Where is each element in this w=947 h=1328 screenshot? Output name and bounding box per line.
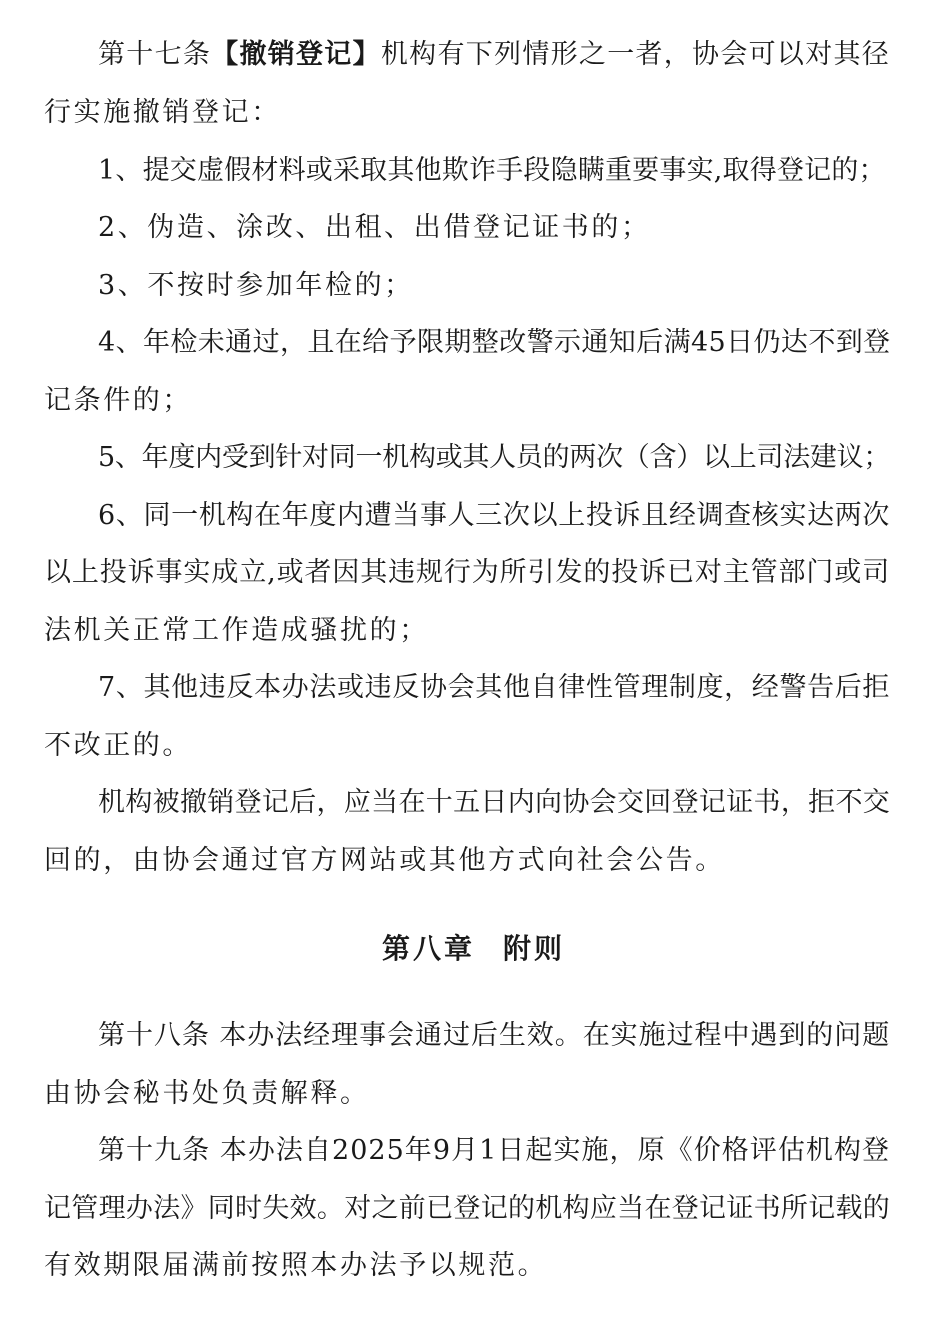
article-17-item-6-cont-1: 以上投诉事实成立,或者因其违规行为所引发的投诉已对主管部门或司	[44, 557, 890, 588]
article-17-heading	[98, 38, 890, 72]
article-18: 第十八条 本办法经理事会通过后生效。在实施过程中遇到的问题	[98, 1020, 890, 1051]
article-17-intro: 机构有下列情形之一者，协会可以对其径	[380, 39, 890, 70]
article-17-title: 【撤销登记】	[211, 39, 381, 70]
article-17-item-2: 2、伪造、涂改、出租、出借登记证书的；	[98, 212, 651, 243]
chapter-heading	[0, 931, 947, 967]
article-17-item-6: 6、同一机构在年度内遭当事人三次以上投诉且经调查核实达两次	[98, 500, 890, 531]
article-17-closing: 机构被撤销登记后，应当在十五日内向协会交回登记证书，拒不交	[98, 787, 890, 818]
article-17-item-7-cont: 不改正的。	[44, 730, 192, 761]
article-17-closing-cont: 回的，由协会通过官方网站或其他方式向社会公告。	[44, 845, 725, 876]
article-17-item-3: 3、不按时参加年检的；	[98, 270, 414, 301]
article-17-item-4: 4、年检未通过，且在给予限期整改警示通知后满45日仍达不到登	[98, 327, 891, 358]
article-18-cont: 由协会秘书处负责解释。	[44, 1078, 370, 1109]
article-19: 第十九条 本办法自2025年9月1日起实施，原《价格评估机构登	[98, 1135, 890, 1166]
article-17-item-7: 7、其他违反本办法或违反协会其他自律性管理制度，经警告后拒	[98, 672, 890, 703]
article-17-item-5: 5、年度内受到针对同一机构或其人员的两次（含）以上司法建议；	[98, 442, 890, 473]
article-19-cont-2: 有效期限届满前按照本办法予以规范。	[44, 1250, 548, 1281]
article-17-item-6-cont-2: 法机关正常工作造成骚扰的；	[44, 615, 429, 646]
article-17-intro-cont: 行实施撤销登记：	[44, 97, 281, 128]
chapter-name: 附则	[503, 932, 566, 965]
article-17-item-4-cont: 记条件的；	[44, 385, 192, 416]
article-17-item-1: 1、提交虚假材料或采取其他欺诈手段隐瞒重要事实,取得登记的；	[98, 155, 886, 186]
article-19-cont-1: 记管理办法》同时失效。对之前已登记的机构应当在登记证书所记载的	[44, 1193, 890, 1224]
chapter-number: 第八章	[381, 932, 475, 965]
article-17-label: 第十七条	[98, 39, 212, 70]
